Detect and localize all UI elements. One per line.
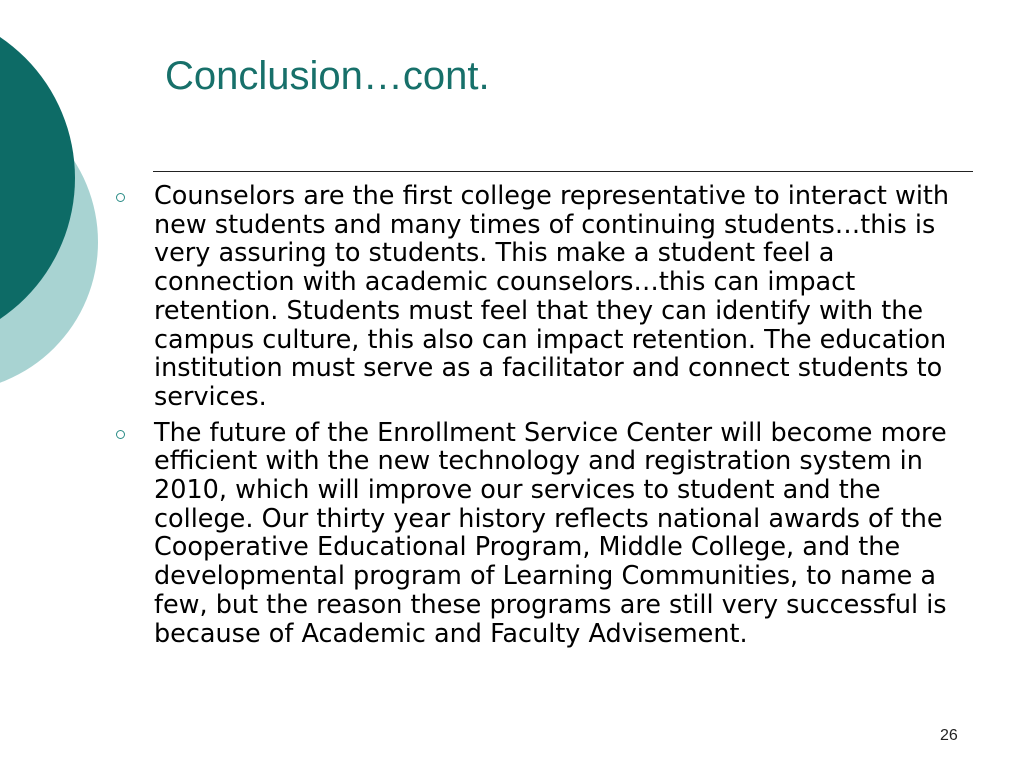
bullet-text: Counselors are the first college representative to interact with new students and many times of continuing students…this is very assuring to students. This make a student feel a connection with academic counselors…this can impact retention. Students must feel that they can identify with the campus culture, this also can impact retention. The education institution must serve as a facilitator and connect students to services. (154, 181, 950, 412)
page-number: 26 (940, 727, 958, 744)
decorative-circles (0, 0, 110, 410)
slide-title: Conclusion…cont. (165, 54, 490, 98)
title-divider (153, 171, 973, 172)
hollow-circle-icon (116, 430, 125, 439)
bullet-text: The future of the Enrollment Service Center will become more efficient with the new technology and registration system in 2010, which will improve our services to student and the college. Our thirty year history reflects national awards of the Cooperative Educational Program, Middle College, and the developmental program of Learning Communities, to name a few, but the reason these programs are still very successful is because of Academic and Faculty Advisement. (154, 417, 947, 649)
bullet-list (112, 182, 972, 655)
hollow-circle-icon (116, 193, 125, 202)
bullet-item (112, 419, 972, 649)
bullet-item (112, 182, 972, 412)
